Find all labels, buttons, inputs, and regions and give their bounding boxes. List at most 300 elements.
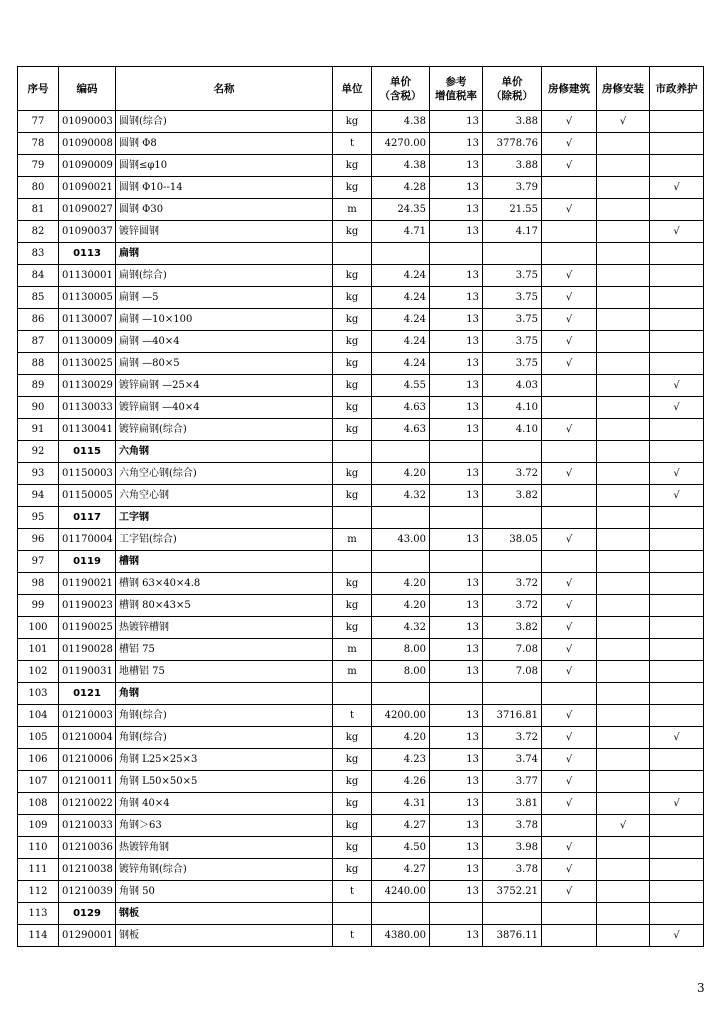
table-row bbox=[18, 155, 704, 177]
cell-municipal bbox=[650, 595, 704, 617]
cell-vat: 13 bbox=[430, 749, 483, 771]
cell-price-net: 3.88 bbox=[483, 155, 542, 177]
cell-vat: 13 bbox=[430, 639, 483, 661]
cell-price-tax: 4.31 bbox=[372, 793, 430, 815]
cell-name: 地槽铝 75 bbox=[116, 661, 333, 683]
table-body bbox=[18, 111, 704, 947]
cell-price-tax: 4380.00 bbox=[372, 925, 430, 947]
cell-price-net bbox=[483, 551, 542, 573]
cell-vat: 13 bbox=[430, 727, 483, 749]
cell-name: 六角钢 bbox=[116, 441, 333, 463]
cell-housing-install bbox=[597, 925, 650, 947]
cell-seq: 105 bbox=[18, 727, 59, 749]
cell-unit: kg bbox=[333, 463, 372, 485]
cell-code: 0117 bbox=[59, 507, 116, 529]
table-row bbox=[18, 727, 704, 749]
cell-seq: 112 bbox=[18, 881, 59, 903]
cell-unit bbox=[333, 441, 372, 463]
cell-price-net: 3.74 bbox=[483, 749, 542, 771]
cell-name: 热镀锌槽钢 bbox=[116, 617, 333, 639]
cell-municipal bbox=[650, 265, 704, 287]
table-row bbox=[18, 859, 704, 881]
cell-municipal bbox=[650, 881, 704, 903]
cell-price-tax: 4.24 bbox=[372, 265, 430, 287]
cell-code: 01190028 bbox=[59, 639, 116, 661]
header-price-tax bbox=[372, 67, 430, 111]
cell-price-net: 3.82 bbox=[483, 617, 542, 639]
cell-code: 01130033 bbox=[59, 397, 116, 419]
cell-unit: m bbox=[333, 639, 372, 661]
cell-unit: kg bbox=[333, 111, 372, 133]
cell-name: 镀锌圆钢 bbox=[116, 221, 333, 243]
cell-price-tax: 43.00 bbox=[372, 529, 430, 551]
cell-seq: 85 bbox=[18, 287, 59, 309]
header-housing-build: 房修建筑 bbox=[542, 67, 597, 111]
cell-municipal: √ bbox=[650, 485, 704, 507]
cell-unit: t bbox=[333, 881, 372, 903]
cell-unit: kg bbox=[333, 859, 372, 881]
cell-municipal bbox=[650, 749, 704, 771]
cell-price-tax: 4.20 bbox=[372, 463, 430, 485]
cell-housing-build bbox=[542, 903, 597, 925]
cell-vat bbox=[430, 551, 483, 573]
cell-vat: 13 bbox=[430, 309, 483, 331]
cell-seq: 78 bbox=[18, 133, 59, 155]
header-vat-line1: 参考 bbox=[445, 75, 467, 88]
cell-price-net: 7.08 bbox=[483, 661, 542, 683]
cell-housing-build bbox=[542, 221, 597, 243]
cell-housing-install bbox=[597, 485, 650, 507]
cell-code: 01210033 bbox=[59, 815, 116, 837]
cell-housing-build: √ bbox=[542, 771, 597, 793]
cell-vat: 13 bbox=[430, 287, 483, 309]
table-row bbox=[18, 617, 704, 639]
cell-price-tax: 4.24 bbox=[372, 331, 430, 353]
table-row bbox=[18, 529, 704, 551]
table-row bbox=[18, 925, 704, 947]
category-row bbox=[18, 903, 704, 925]
header-name: 名称 bbox=[116, 67, 333, 111]
cell-name: 工字钢 bbox=[116, 507, 333, 529]
cell-unit: kg bbox=[333, 595, 372, 617]
cell-municipal bbox=[650, 837, 704, 859]
cell-vat: 13 bbox=[430, 221, 483, 243]
cell-name: 角钢 bbox=[116, 683, 333, 705]
cell-housing-build bbox=[542, 551, 597, 573]
cell-seq: 92 bbox=[18, 441, 59, 463]
cell-unit: kg bbox=[333, 749, 372, 771]
cell-seq: 102 bbox=[18, 661, 59, 683]
cell-housing-install bbox=[597, 661, 650, 683]
cell-housing-build bbox=[542, 177, 597, 199]
header-vat-line2: 增值税率 bbox=[435, 89, 477, 102]
cell-housing-install bbox=[597, 705, 650, 727]
cell-municipal bbox=[650, 309, 704, 331]
cell-municipal bbox=[650, 199, 704, 221]
cell-housing-build: √ bbox=[542, 309, 597, 331]
cell-unit: kg bbox=[333, 221, 372, 243]
cell-housing-install bbox=[597, 859, 650, 881]
cell-seq: 104 bbox=[18, 705, 59, 727]
cell-housing-install bbox=[597, 309, 650, 331]
cell-housing-build: √ bbox=[542, 287, 597, 309]
cell-seq: 80 bbox=[18, 177, 59, 199]
cell-price-tax: 4.20 bbox=[372, 727, 430, 749]
cell-municipal bbox=[650, 155, 704, 177]
header-code: 编码 bbox=[59, 67, 116, 111]
cell-unit bbox=[333, 903, 372, 925]
cell-name: 扁钢 —40×4 bbox=[116, 331, 333, 353]
cell-housing-install bbox=[597, 529, 650, 551]
table-row bbox=[18, 463, 704, 485]
cell-housing-install bbox=[597, 617, 650, 639]
cell-seq: 97 bbox=[18, 551, 59, 573]
cell-price-net: 3.72 bbox=[483, 727, 542, 749]
cell-vat: 13 bbox=[430, 661, 483, 683]
cell-housing-build bbox=[542, 397, 597, 419]
cell-unit: kg bbox=[333, 397, 372, 419]
cell-municipal: √ bbox=[650, 397, 704, 419]
cell-municipal: √ bbox=[650, 463, 704, 485]
cell-municipal bbox=[650, 683, 704, 705]
cell-code: 0119 bbox=[59, 551, 116, 573]
cell-name: 镀锌角钢(综合) bbox=[116, 859, 333, 881]
cell-housing-build: √ bbox=[542, 111, 597, 133]
cell-housing-install bbox=[597, 397, 650, 419]
cell-municipal bbox=[650, 859, 704, 881]
cell-vat: 13 bbox=[430, 199, 483, 221]
cell-price-net: 3.75 bbox=[483, 265, 542, 287]
cell-vat: 13 bbox=[430, 705, 483, 727]
cell-unit: t bbox=[333, 133, 372, 155]
table-row bbox=[18, 793, 704, 815]
cell-unit: kg bbox=[333, 375, 372, 397]
cell-municipal bbox=[650, 507, 704, 529]
cell-housing-install bbox=[597, 793, 650, 815]
cell-seq: 77 bbox=[18, 111, 59, 133]
cell-seq: 111 bbox=[18, 859, 59, 881]
cell-seq: 113 bbox=[18, 903, 59, 925]
cell-municipal bbox=[650, 243, 704, 265]
cell-name: 镀锌扁钢 —25×4 bbox=[116, 375, 333, 397]
cell-seq: 82 bbox=[18, 221, 59, 243]
cell-housing-build: √ bbox=[542, 199, 597, 221]
cell-code: 01190021 bbox=[59, 573, 116, 595]
cell-unit bbox=[333, 243, 372, 265]
cell-municipal bbox=[650, 617, 704, 639]
cell-code: 01210022 bbox=[59, 793, 116, 815]
cell-housing-build: √ bbox=[542, 419, 597, 441]
table-row bbox=[18, 331, 704, 353]
cell-price-net: 3876.11 bbox=[483, 925, 542, 947]
cell-housing-build: √ bbox=[542, 881, 597, 903]
cell-seq: 95 bbox=[18, 507, 59, 529]
cell-housing-install bbox=[597, 133, 650, 155]
cell-unit bbox=[333, 683, 372, 705]
cell-price-tax: 4.23 bbox=[372, 749, 430, 771]
header-housing-install: 房修安装 bbox=[597, 67, 650, 111]
cell-price-net: 3.72 bbox=[483, 463, 542, 485]
cell-housing-install bbox=[597, 463, 650, 485]
cell-housing-build: √ bbox=[542, 155, 597, 177]
cell-price-tax: 4.55 bbox=[372, 375, 430, 397]
cell-price-tax: 4.24 bbox=[372, 353, 430, 375]
cell-vat: 13 bbox=[430, 397, 483, 419]
cell-seq: 100 bbox=[18, 617, 59, 639]
cell-housing-install bbox=[597, 331, 650, 353]
table-row bbox=[18, 573, 704, 595]
cell-municipal bbox=[650, 573, 704, 595]
cell-housing-build: √ bbox=[542, 573, 597, 595]
table-row bbox=[18, 837, 704, 859]
cell-unit: kg bbox=[333, 419, 372, 441]
cell-housing-build bbox=[542, 815, 597, 837]
page-number: 3 bbox=[697, 981, 705, 995]
cell-code: 01290001 bbox=[59, 925, 116, 947]
cell-housing-build: √ bbox=[542, 331, 597, 353]
cell-housing-install bbox=[597, 727, 650, 749]
cell-municipal bbox=[650, 661, 704, 683]
cell-price-tax: 4.38 bbox=[372, 155, 430, 177]
cell-name: 圆钢 Φ8 bbox=[116, 133, 333, 155]
cell-price-tax bbox=[372, 903, 430, 925]
cell-vat: 13 bbox=[430, 463, 483, 485]
cell-code: 0129 bbox=[59, 903, 116, 925]
cell-municipal bbox=[650, 133, 704, 155]
cell-price-net: 7.08 bbox=[483, 639, 542, 661]
cell-code: 0121 bbox=[59, 683, 116, 705]
cell-housing-install bbox=[597, 573, 650, 595]
cell-price-net: 3.88 bbox=[483, 111, 542, 133]
cell-housing-build bbox=[542, 683, 597, 705]
cell-vat: 13 bbox=[430, 595, 483, 617]
table-row bbox=[18, 639, 704, 661]
cell-seq: 93 bbox=[18, 463, 59, 485]
cell-housing-build: √ bbox=[542, 837, 597, 859]
cell-name: 六角空心钢 bbox=[116, 485, 333, 507]
header-municipal: 市政养护 bbox=[650, 67, 704, 111]
cell-price-tax: 4.38 bbox=[372, 111, 430, 133]
cell-seq: 87 bbox=[18, 331, 59, 353]
cell-housing-install: √ bbox=[597, 111, 650, 133]
header-price-net-line2: （除税） bbox=[491, 89, 533, 102]
cell-vat bbox=[430, 507, 483, 529]
cell-municipal bbox=[650, 111, 704, 133]
cell-seq: 81 bbox=[18, 199, 59, 221]
cell-price-net: 3716.81 bbox=[483, 705, 542, 727]
cell-price-tax: 4.20 bbox=[372, 595, 430, 617]
cell-housing-install bbox=[597, 683, 650, 705]
table-header bbox=[18, 67, 704, 111]
cell-price-tax: 4.24 bbox=[372, 309, 430, 331]
cell-price-tax: 4.26 bbox=[372, 771, 430, 793]
cell-code: 0115 bbox=[59, 441, 116, 463]
cell-seq: 106 bbox=[18, 749, 59, 771]
cell-name: 角钢 L25×25×3 bbox=[116, 749, 333, 771]
cell-housing-install bbox=[597, 199, 650, 221]
cell-unit: kg bbox=[333, 837, 372, 859]
cell-name: 镀锌扁钢(综合) bbox=[116, 419, 333, 441]
cell-vat bbox=[430, 243, 483, 265]
cell-vat: 13 bbox=[430, 881, 483, 903]
cell-municipal bbox=[650, 287, 704, 309]
cell-price-net: 3.77 bbox=[483, 771, 542, 793]
cell-unit: t bbox=[333, 705, 372, 727]
cell-price-net bbox=[483, 507, 542, 529]
cell-price-net bbox=[483, 683, 542, 705]
cell-unit: kg bbox=[333, 309, 372, 331]
cell-seq: 94 bbox=[18, 485, 59, 507]
cell-seq: 101 bbox=[18, 639, 59, 661]
cell-name: 角钢＞63 bbox=[116, 815, 333, 837]
cell-price-net bbox=[483, 441, 542, 463]
cell-municipal: √ bbox=[650, 375, 704, 397]
cell-code: 01090037 bbox=[59, 221, 116, 243]
cell-unit: kg bbox=[333, 793, 372, 815]
cell-seq: 109 bbox=[18, 815, 59, 837]
table-row bbox=[18, 771, 704, 793]
header-row bbox=[18, 67, 704, 111]
cell-municipal: √ bbox=[650, 793, 704, 815]
cell-seq: 91 bbox=[18, 419, 59, 441]
cell-vat: 13 bbox=[430, 485, 483, 507]
cell-housing-build: √ bbox=[542, 595, 597, 617]
cell-vat: 13 bbox=[430, 375, 483, 397]
cell-seq: 103 bbox=[18, 683, 59, 705]
category-row bbox=[18, 507, 704, 529]
header-seq: 序号 bbox=[18, 67, 59, 111]
table-row bbox=[18, 419, 704, 441]
table-row bbox=[18, 375, 704, 397]
category-row bbox=[18, 441, 704, 463]
cell-price-tax: 4.50 bbox=[372, 837, 430, 859]
cell-price-net: 3.78 bbox=[483, 859, 542, 881]
cell-seq: 86 bbox=[18, 309, 59, 331]
cell-code: 01150003 bbox=[59, 463, 116, 485]
cell-housing-build: √ bbox=[542, 529, 597, 551]
cell-housing-install bbox=[597, 595, 650, 617]
cell-price-tax: 4270.00 bbox=[372, 133, 430, 155]
cell-code: 01090003 bbox=[59, 111, 116, 133]
cell-code: 01190025 bbox=[59, 617, 116, 639]
cell-housing-install: √ bbox=[597, 815, 650, 837]
cell-price-net: 3.78 bbox=[483, 815, 542, 837]
cell-housing-build bbox=[542, 925, 597, 947]
cell-price-tax bbox=[372, 683, 430, 705]
cell-municipal bbox=[650, 419, 704, 441]
material-price-table bbox=[17, 66, 704, 947]
cell-code: 01210003 bbox=[59, 705, 116, 727]
cell-housing-install bbox=[597, 155, 650, 177]
cell-vat: 13 bbox=[430, 111, 483, 133]
cell-vat: 13 bbox=[430, 859, 483, 881]
cell-code: 01210039 bbox=[59, 881, 116, 903]
cell-vat: 13 bbox=[430, 529, 483, 551]
cell-price-net: 4.10 bbox=[483, 397, 542, 419]
cell-housing-build: √ bbox=[542, 749, 597, 771]
cell-unit: m bbox=[333, 661, 372, 683]
cell-housing-install bbox=[597, 221, 650, 243]
cell-code: 01150005 bbox=[59, 485, 116, 507]
cell-name: 圆钢 Φ10--14 bbox=[116, 177, 333, 199]
cell-vat bbox=[430, 683, 483, 705]
cell-code: 01130007 bbox=[59, 309, 116, 331]
table-row bbox=[18, 705, 704, 727]
cell-price-tax: 8.00 bbox=[372, 639, 430, 661]
cell-price-net: 3778.76 bbox=[483, 133, 542, 155]
cell-vat: 13 bbox=[430, 419, 483, 441]
cell-unit bbox=[333, 551, 372, 573]
cell-price-tax: 4.20 bbox=[372, 573, 430, 595]
cell-municipal bbox=[650, 529, 704, 551]
cell-unit: kg bbox=[333, 573, 372, 595]
cell-municipal bbox=[650, 639, 704, 661]
cell-name: 钢板 bbox=[116, 925, 333, 947]
cell-price-tax bbox=[372, 551, 430, 573]
cell-code: 01090009 bbox=[59, 155, 116, 177]
cell-name: 槽钢 63×40×4.8 bbox=[116, 573, 333, 595]
cell-price-tax: 4.27 bbox=[372, 815, 430, 837]
cell-seq: 110 bbox=[18, 837, 59, 859]
cell-housing-install bbox=[597, 837, 650, 859]
cell-seq: 83 bbox=[18, 243, 59, 265]
table-row bbox=[18, 485, 704, 507]
cell-housing-build: √ bbox=[542, 353, 597, 375]
cell-name: 槽钢 80×43×5 bbox=[116, 595, 333, 617]
cell-price-tax: 4.24 bbox=[372, 287, 430, 309]
cell-seq: 84 bbox=[18, 265, 59, 287]
cell-housing-build: √ bbox=[542, 793, 597, 815]
cell-price-net: 4.10 bbox=[483, 419, 542, 441]
cell-price-net: 3.79 bbox=[483, 177, 542, 199]
cell-price-net bbox=[483, 243, 542, 265]
cell-housing-build: √ bbox=[542, 859, 597, 881]
cell-municipal bbox=[650, 903, 704, 925]
cell-code: 01190023 bbox=[59, 595, 116, 617]
cell-unit: kg bbox=[333, 617, 372, 639]
cell-vat: 13 bbox=[430, 815, 483, 837]
cell-name: 扁钢 —10×100 bbox=[116, 309, 333, 331]
cell-municipal: √ bbox=[650, 727, 704, 749]
cell-housing-build bbox=[542, 507, 597, 529]
cell-name: 工字铝(综合) bbox=[116, 529, 333, 551]
table-row bbox=[18, 111, 704, 133]
cell-housing-build: √ bbox=[542, 661, 597, 683]
category-row bbox=[18, 683, 704, 705]
cell-seq: 108 bbox=[18, 793, 59, 815]
cell-price-net: 4.17 bbox=[483, 221, 542, 243]
table-row bbox=[18, 177, 704, 199]
header-price-net bbox=[483, 67, 542, 111]
cell-seq: 89 bbox=[18, 375, 59, 397]
cell-name: 镀锌扁钢 —40×4 bbox=[116, 397, 333, 419]
cell-name: 扁钢 —80×5 bbox=[116, 353, 333, 375]
cell-name: 槽钢 bbox=[116, 551, 333, 573]
cell-vat: 13 bbox=[430, 177, 483, 199]
table-row bbox=[18, 133, 704, 155]
cell-vat: 13 bbox=[430, 617, 483, 639]
cell-price-tax: 4.32 bbox=[372, 617, 430, 639]
table-row bbox=[18, 749, 704, 771]
cell-housing-install bbox=[597, 177, 650, 199]
cell-price-tax: 4.71 bbox=[372, 221, 430, 243]
cell-seq: 98 bbox=[18, 573, 59, 595]
cell-price-net: 4.03 bbox=[483, 375, 542, 397]
cell-housing-build bbox=[542, 441, 597, 463]
cell-unit: kg bbox=[333, 331, 372, 353]
cell-name: 角钢 L50×50×5 bbox=[116, 771, 333, 793]
cell-code: 01170004 bbox=[59, 529, 116, 551]
